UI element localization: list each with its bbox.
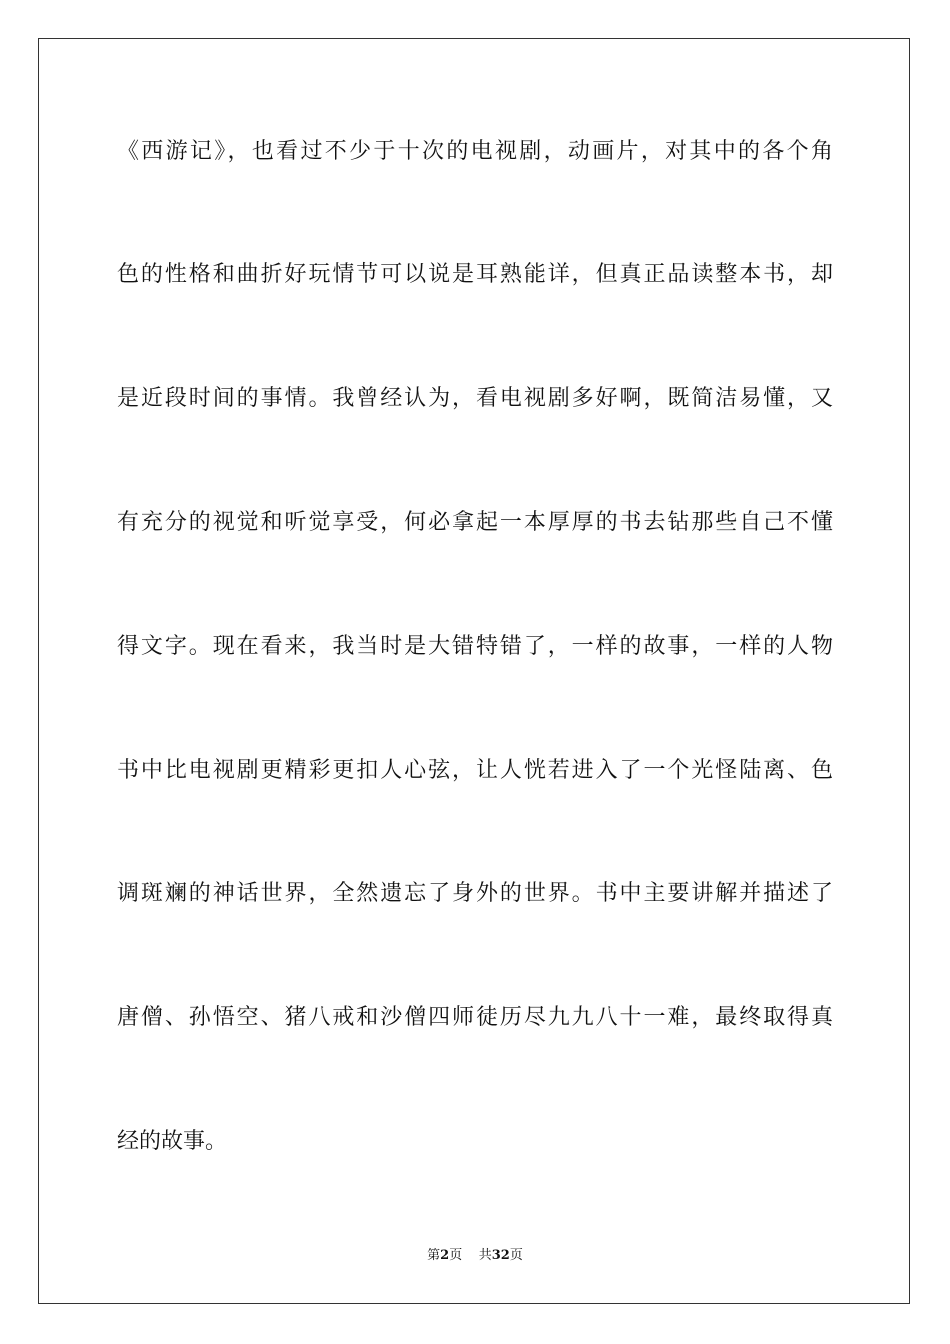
text-line: 调斑斓的神话世界，全然遗忘了身外的世界。书中主要讲解并描述了 (117, 881, 833, 906)
page-prefix: 第 (427, 1248, 441, 1263)
text-line: 是近段时间的事情。我曾经认为，看电视剧多好啊，既简洁易懂，又 (117, 386, 833, 411)
total-pages: 32 (491, 1248, 510, 1263)
total-suffix: 页 (509, 1248, 523, 1263)
text-line: 唐僧、孙悟空、猪八戒和沙僧四师徒历尽九九八十一难，最终取得真 (117, 1005, 833, 1030)
text-line-last: 经的故事。 (117, 1129, 228, 1154)
page-border (38, 38, 910, 1304)
text-line: 书中比电视剧更精彩更扣人心弦，让人恍若进入了一个光怪陆离、色 (117, 758, 833, 783)
text-line: 色的性格和曲折好玩情节可以说是耳熟能详，但真正品读整本书，却 (117, 262, 833, 287)
text-line: 《西游记》，也看过不少于十次的电视剧，动画片，对其中的各个角 (117, 139, 833, 164)
text-line: 得文字。现在看来，我当时是大错特错了，一样的故事，一样的人物 (117, 634, 833, 659)
total-prefix: 共 (478, 1248, 492, 1263)
page-footer (0, 1247, 950, 1265)
page-suffix: 页 (449, 1248, 463, 1263)
text-line: 有充分的视觉和听觉享受，何必拿起一本厚厚的书去钻那些自己不懂 (117, 510, 833, 535)
page-number: 2 (440, 1248, 450, 1263)
